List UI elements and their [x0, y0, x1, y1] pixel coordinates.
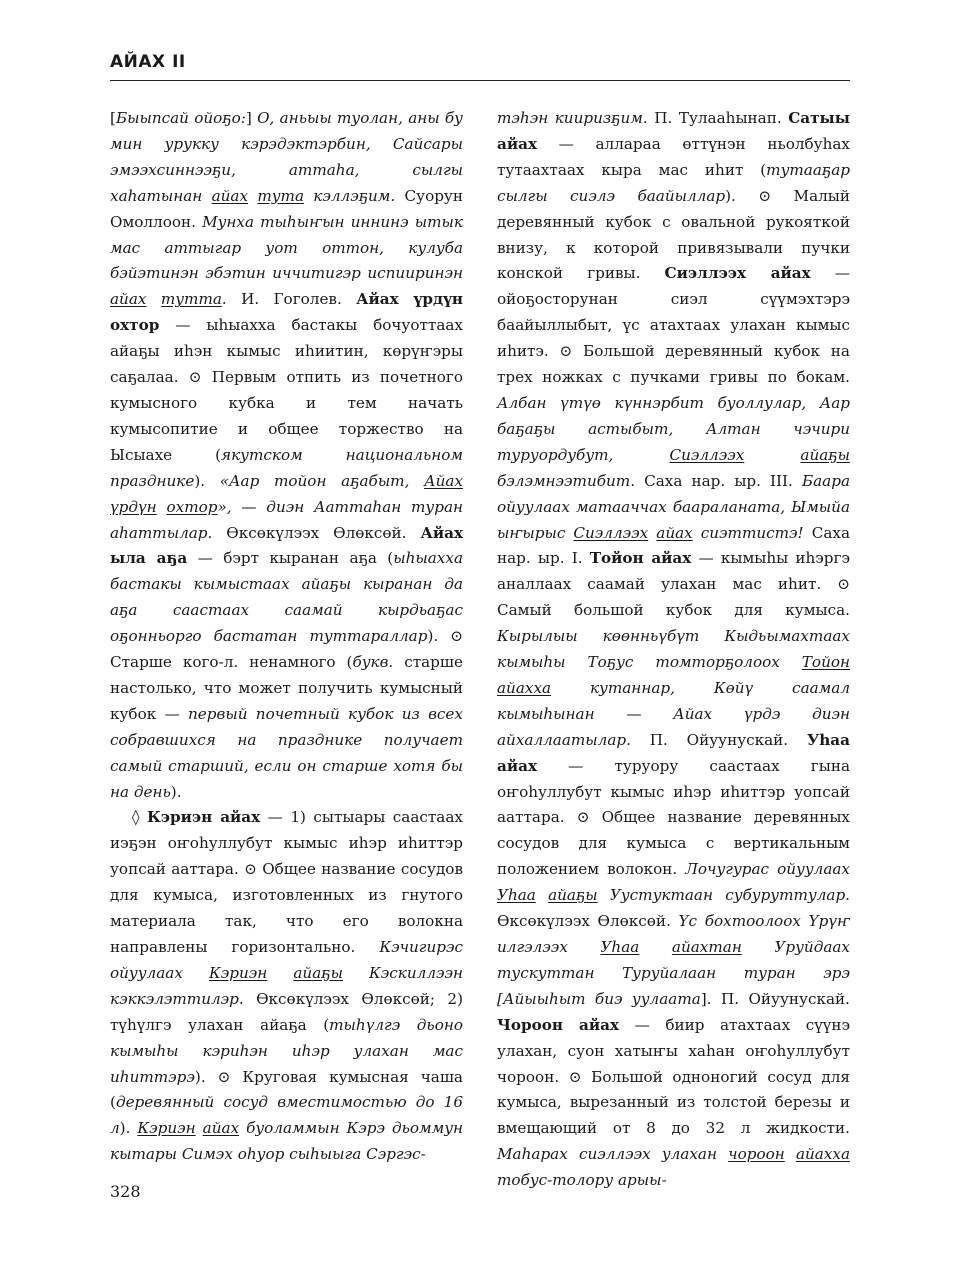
highlighted-term: Уһаа: [600, 938, 640, 956]
highlighted-term: Тойон: [801, 653, 850, 672]
italic-run: [196, 1119, 203, 1137]
highlighted-term: Сиэллээх: [669, 445, 745, 464]
italic-run: Мунха тыһыҥын иннинэ ытык мас аттыгар уот оттон, кулуба бэйэтинэн эбэтин иччитигэр испииринэн: [110, 212, 463, 283]
highlighted-term: айах: [211, 186, 249, 205]
italic-run: тыһүлгэ дьоно кымыһы кэриһэн иһэр улахан мас иһиттэрэ: [110, 1015, 463, 1086]
running-header: [110, 52, 850, 81]
italic-run: [785, 1145, 796, 1163]
text-run: ). ⊙ Круговая кумысная чаша (: [110, 1067, 463, 1112]
italic-run: Кырылыы көөнньүбүт Кыдьымахтаах кымыһы Тоҕус томторҕолоох: [497, 627, 850, 672]
text-run: — 1) сытыары саастаах иэҕэн оҥоһуллубут кымыс иһэр иһиттэр уопсай ааттара. ⊙ Общее название сосудов для кумыса, изготовленных из гнутого материала так, что его волокна направлены горизонтально.: [110, 808, 463, 956]
text-run: ◊: [132, 808, 147, 827]
headword: Айах үрдүн охтор: [110, 290, 464, 335]
italic-run: кэллэҕим.: [304, 186, 396, 205]
highlighted-term: Кэриэн: [137, 1119, 196, 1138]
highlighted-term: айах: [656, 523, 693, 542]
text-run: ).: [170, 782, 182, 801]
highlighted-term: Кэриэн: [208, 963, 268, 982]
italic-run: [146, 290, 160, 308]
text-run: — кымыһы иһэргэ аналлаах саамай улахан мас иһит. ⊙ Самый большой кубок для кумыса.: [497, 549, 850, 620]
italic-run: Үс бохтоолоох Үрүҥ илгэлээх: [497, 912, 850, 956]
highlighted-term: Айах: [424, 471, 463, 490]
italic-run: первый почетный кубок из всех собравшихся на празднике получает самый старший, если он старше хотя бы на день: [110, 704, 463, 801]
italic-run: Быыпсай ойоҕо:: [115, 109, 246, 127]
left-column: [110, 106, 463, 1168]
text-run: П. Ойуунускай.: [630, 730, 807, 749]
italic-run: Уустуктаан субуруттулар.: [597, 886, 851, 905]
italic-run: тобус-толору арыы-: [497, 1171, 667, 1190]
left-paragraph-1: [110, 106, 463, 805]
highlighted-term: айах: [202, 1119, 240, 1138]
text-run: ]: [245, 109, 258, 127]
text-run: ).: [119, 1119, 138, 1138]
italic-run: кутаннар, Көйү саамал кымыһынан — Айах үрдэ диэн айхаллаатылар.: [497, 678, 850, 749]
italic-run: деревянный сосуд вместимостью до 16 л: [110, 1093, 463, 1138]
text-run: — бэрт кыранан аҕа (: [187, 549, 394, 568]
running-header-title: АЙАХ II: [110, 52, 186, 72]
text-run: ). ⊙ Малый деревянный кубок с овальной рукояткой внизу, к которой привязывали пучки конской гривы.: [497, 186, 850, 283]
text-run: — туруору саастаах гына оҥоһуллубут кымыс иһэр иһиттэр уопсай ааттара. ⊙ Общее название деревянных сосудов для кумыса с вертикальным положением волокон.: [497, 756, 850, 879]
italic-run: Маһарах сиэллээх улахан: [497, 1145, 729, 1164]
text-run: Суорун Омоллоон.: [110, 186, 463, 231]
text-run: [: [110, 109, 116, 127]
highlighted-term: айахха: [497, 678, 552, 697]
text-run: Саха нар. ыр. III.: [635, 471, 802, 490]
italic-run: сиэттистэ!: [692, 523, 804, 542]
italic-run: [267, 964, 293, 982]
italic-run: якутском национальном празднике: [110, 445, 463, 490]
text-run: Саха нар. ыр. I.: [497, 523, 851, 568]
text-run: П. Тулааһынап.: [647, 109, 789, 127]
text-run: — ойоҕосторунан сиэл сүүмэхтэрэ баайыллыбыт, үс атахтаах улахан кымыс иһитэ. ⊙ Большой деревянный кубок на трех ножках с пучками гривы по бокам.: [497, 264, 851, 387]
highlighted-term: охтор: [166, 497, 218, 516]
headword: Уһаа айах: [497, 730, 850, 775]
text-run: Өксөкүлээх Өлөксөй.: [212, 523, 421, 542]
italic-run: », — диэн Ааттаһан туран аһаттылар.: [110, 497, 464, 542]
italic-run: [744, 446, 800, 464]
highlighted-term: айахтан: [671, 938, 742, 956]
highlighted-term: үрдүн: [110, 497, 157, 516]
text-run: П. Ойуунускай.: [711, 989, 850, 1008]
italic-run: Айыыһыт биэ уулаата: [502, 989, 701, 1008]
italic-run: Кэчигирэс ойуулаах: [110, 938, 463, 982]
highlighted-term: айаҕы: [800, 445, 850, 464]
headword: Айах ыла аҕа: [110, 523, 463, 568]
italic-run: О, аньыы туолан, аны бу мин урукку кэрэдэктэрбин, Сайсары эмээхсиннээҕи, аттаһа, сылгы хаһатынан: [110, 109, 463, 205]
highlighted-term: Сиэллээх: [573, 523, 649, 542]
italic-run: Кэскиллээн кэккэлэттилэр.: [110, 963, 464, 1008]
text-run: — аллараа өттүнэн ньолбуһах тутаахтаах кыра мас иһит (: [497, 134, 850, 179]
right-column: [497, 106, 850, 1194]
headword: Чороон айах: [497, 1015, 620, 1034]
italic-run: Уруйдаах тускуттан Туруйалаан туран эрэ [: [497, 938, 850, 1008]
highlighted-term: айах: [110, 290, 147, 309]
right-paragraph-1: [497, 106, 850, 1194]
text-run: ].: [700, 989, 712, 1008]
text-run: И. Гоголев.: [226, 290, 357, 309]
italic-run: [248, 187, 257, 205]
headword: Кэриэн айах: [146, 808, 261, 827]
highlighted-term: айахха: [795, 1145, 851, 1164]
text-run: ). ⊙ Старше кого-л. ненамного (: [110, 627, 463, 672]
italic-run: букв.: [352, 653, 394, 672]
italic-run: тутааҕар сылгы сиэлэ баайыллар: [497, 160, 850, 205]
headword: Сиэллээх айах: [664, 264, 811, 283]
text-run: — биир атахтаах сүүнэ улахан, суон хатыҥы хаһан оҥоһуллубут чороон. ⊙ Большой одноногий сосуд для кумыса, вырезанный из толстой березы и вмещающий от 8 до 32 л жидкости.: [497, 1015, 850, 1138]
text-run: Өксөкүлээх Өлөксөй.: [497, 912, 679, 931]
highlighted-term: тутта: [160, 290, 222, 309]
italic-run: ыһыахха бастакы кымыстаах айаҕы кыранан да аҕа саастаах саамай кырдьаҕас оҕонньорго бастатан туттараллар: [110, 549, 463, 646]
italic-run: бэлэмнээтибит.: [497, 471, 636, 490]
highlighted-term: айаҕы: [293, 963, 343, 982]
headword: Тойон айах: [589, 549, 692, 568]
italic-run: Баара ойуулаах матааччах баараланата, Ымыйа ыҥырыс: [497, 471, 850, 542]
italic-run: [536, 886, 548, 904]
text-run: — ыһыахха бастакы бочуоттаах айаҕы иһэн кымыс иһиитин, көрүҥэры саҕалаа. ⊙ Первым отпить из почетного кумысного кубка и тем начать кумысопитие и общее торжество на Ысыахе (: [110, 316, 463, 464]
text-run: старше настолько, что может получить кумысный кубок —: [110, 653, 463, 723]
page-number: 328: [110, 1182, 141, 1201]
highlighted-term: Уһаа: [497, 886, 536, 905]
left-paragraph-2: [110, 805, 463, 1168]
italic-run: Албан үтүө күннэрбит буоллулар, Аар баҕаҕы астыбыт, Алтан чэчири туруордубут,: [497, 393, 850, 464]
text-run: Өксөкүлээх Өлөксөй; 2) түһүлгэ улахан айаҕа (: [110, 989, 463, 1034]
highlighted-term: тута: [257, 186, 304, 205]
headword: Сатыы айах: [497, 109, 851, 153]
highlighted-term: чороон: [728, 1145, 785, 1164]
italic-run: тэһэн кииризҕим.: [497, 109, 648, 127]
text-run: ).: [194, 471, 220, 490]
italic-run: буоламмын Кэрэ дьоммун кытары Симэх оһуор сыһыыга Сэргэс-: [110, 1119, 464, 1164]
italic-run: [639, 938, 672, 956]
italic-run: .: [221, 290, 227, 309]
italic-run: Лочугурас ойуулаах: [685, 860, 850, 879]
italic-run: «Аар тойон аҕабыт,: [219, 471, 425, 490]
highlighted-term: айаҕы: [548, 886, 598, 905]
